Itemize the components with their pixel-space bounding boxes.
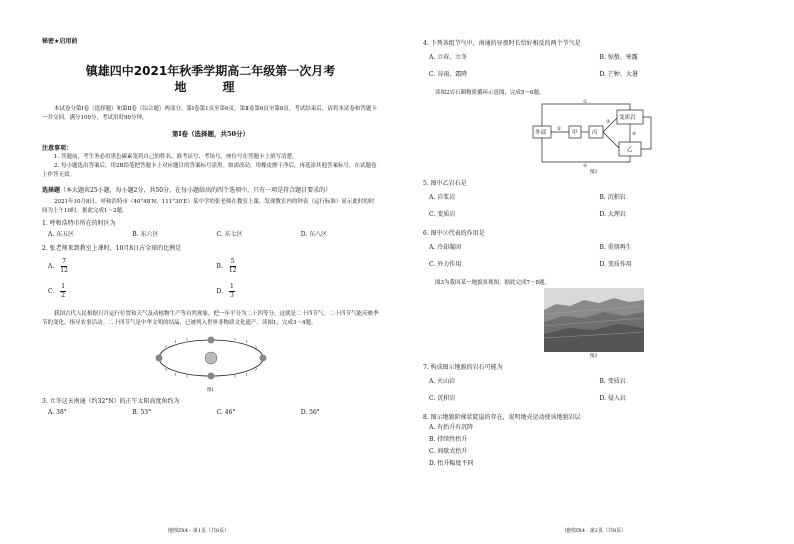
option-d: D. 东八区 bbox=[300, 231, 328, 238]
question-4: 4. 下列各组节气中，南通的昼夜时长恰好相反的两个节气是 bbox=[423, 40, 581, 47]
figure-2-caption: 图2 bbox=[589, 170, 598, 175]
option-b: B. 持续性抬升 bbox=[429, 436, 468, 443]
fraction: $\frac{1}{3}$ bbox=[230, 283, 234, 299]
question-8: 8. 图示地貌阶梯状陡崖的存在，说明地壳运动使该地貌岩层 bbox=[423, 414, 581, 421]
option-c: C. 沉积岩 bbox=[429, 395, 456, 402]
question-6: 6. 图中②代表的作用是 bbox=[423, 230, 485, 237]
question-1-options bbox=[42, 230, 379, 239]
passage-2: 我国古代人民根据日月运行位置和天气及动植物生产等自然现象，把一年平分为二十四等分，这就是二十四节气。二十四节气能反映季节的变化，指导农事活动。二十四节气是中华文明的结晶，已被列入世界非物质文化遗产。读图1，完成3～4题。 bbox=[42, 311, 379, 326]
notice-title: 注意事项： bbox=[42, 145, 73, 152]
section-label: 选择题 bbox=[42, 187, 61, 194]
question-5: 5. 图中乙岩石是 bbox=[423, 180, 467, 187]
notice-1: 1. 答题前，考生务必用黑色碳素笔将自己的姓名、准考证号、考场号、座位号在答题卡上填写清楚。 bbox=[54, 154, 298, 160]
exam-title: 镇雄四中2021年秋季学期高二年级第一次月考 bbox=[85, 64, 336, 78]
section-instruction bbox=[42, 186, 379, 195]
option-c: C. 间歇式抬升 bbox=[429, 448, 468, 455]
option-d: D. $\frac{1}{3}$ bbox=[216, 283, 234, 299]
option-c: C. 变质岩 bbox=[429, 211, 456, 218]
page-footer: 地理ZX4 · 第1页（共8页） bbox=[167, 528, 230, 534]
question-2: 2. 张老师来到教室上课时，10月8日占全球的比例是 bbox=[42, 245, 182, 252]
option-a: A. $\frac{7}{12}$ bbox=[48, 258, 68, 274]
figure-1-caption: 图1 bbox=[206, 388, 215, 393]
label-metamorphic: 变质岩 bbox=[618, 115, 636, 121]
question-8-options bbox=[423, 422, 764, 470]
option-d: D. 侵入岩 bbox=[599, 395, 626, 402]
question-3-options bbox=[42, 408, 379, 417]
option-b: B. 变质岩 bbox=[599, 378, 626, 385]
label-bing: 丙 bbox=[591, 130, 598, 136]
fraction: $\frac{7}{12}$ bbox=[60, 258, 68, 274]
option-b: B. $\frac{5}{12}$ bbox=[216, 258, 237, 274]
option-d: D. 大理岩 bbox=[599, 211, 626, 218]
figure-3-landform-photo bbox=[544, 288, 644, 352]
option-c: C. 外力作用 bbox=[429, 261, 462, 268]
earth-icon-left bbox=[155, 355, 162, 362]
option-b: B. 53° bbox=[132, 409, 152, 416]
page-footer: 地理ZX4 · 第2页（共8页） bbox=[564, 528, 627, 534]
passage-4: 图3为我国某一地貌景观图。据此完成7～8题。 bbox=[435, 280, 550, 286]
question-3: 3. 立冬这天南通（约32°N）的正午太阳高度角约为 bbox=[42, 398, 180, 405]
option-b: B. 沉积岩 bbox=[599, 194, 626, 201]
option-c: C. 谷雨、霜降 bbox=[429, 71, 468, 78]
passage-1: 2021年10月8日，呼和浩特市（40°48′N，111°30′E）某中学的张老师在教室上课，发现教室内的钟表（运行标准）显示此时的时间为上午10时。据此完成1～2题。 bbox=[42, 199, 375, 214]
option-c: C. $\frac{1}{2}$ bbox=[48, 283, 66, 299]
label-5: ⑤ bbox=[582, 164, 587, 168]
notice-2: 2. 每小题选出答案后，用2B铅笔把答题卡上对应题目的答案标号涂黑。如需改动，用橡皮擦干净后，再选涂其他答案标号。在试题卷上作答无效。 bbox=[42, 163, 377, 178]
question-7-options bbox=[423, 374, 764, 408]
exam-intro: 本试卷分第Ⅰ卷（选择题）和第Ⅱ卷（综合题）两部分。第Ⅰ卷第1页至第6页，第Ⅱ卷第6页至第8页。考试结束后，请将本试卷和答题卡一并交回。满分100分，考试用时90分钟。 bbox=[42, 106, 377, 121]
right-page bbox=[397, 0, 794, 544]
option-b: B. 惊蛰、寒露 bbox=[599, 54, 638, 61]
option-c: C. 东七区 bbox=[216, 231, 243, 238]
option-a: A. 火山岩 bbox=[429, 378, 456, 385]
label-3: ③ bbox=[605, 120, 610, 125]
option-b: B. 重熔再生 bbox=[599, 244, 632, 251]
option-a: A. 冷却凝固 bbox=[429, 244, 462, 251]
option-a: A. 有抬升有沉降 bbox=[429, 424, 474, 431]
option-d: D. 56° bbox=[300, 409, 320, 416]
fraction: $\frac{5}{12}$ bbox=[228, 258, 237, 274]
figure-3-caption: 图3 bbox=[589, 354, 598, 359]
option-a: A. 东五区 bbox=[48, 231, 75, 238]
option-d: D. 抬升幅度不同 bbox=[429, 460, 474, 467]
earth-icon-right bbox=[259, 355, 266, 362]
option-c: C. 46° bbox=[216, 409, 236, 416]
label-yi: 乙 bbox=[626, 147, 633, 153]
exam-subject: 地 理 bbox=[174, 80, 247, 94]
label-outer: 外部 bbox=[534, 130, 546, 136]
label-1: ① bbox=[582, 100, 587, 105]
option-d: D. 芒种、大暑 bbox=[599, 71, 638, 78]
option-d: D. 变质作用 bbox=[599, 261, 632, 268]
figure-2-rock-cycle-diagram bbox=[529, 98, 659, 168]
option-b: B. 东六区 bbox=[132, 231, 159, 238]
question-7: 7. 构成图示地貌的岩石可能为 bbox=[423, 364, 503, 371]
label-2: ② bbox=[556, 127, 561, 132]
figure-1-orbit-diagram bbox=[151, 328, 271, 386]
secret-label: 秘密★启用前 bbox=[42, 38, 78, 45]
option-a: A. 立春、立冬 bbox=[429, 54, 468, 61]
question-2-options bbox=[42, 255, 379, 305]
section-text: （本大题共25小题，每小题2分，共50分。在每小题给出的四个选项中，只有一项是符合题目要求的） bbox=[60, 187, 332, 194]
fraction: $\frac{1}{2}$ bbox=[61, 283, 66, 299]
option-a: A. 38° bbox=[48, 409, 67, 416]
sun-icon bbox=[205, 352, 217, 364]
question-4-options bbox=[423, 50, 764, 84]
question-6-options bbox=[423, 240, 764, 274]
label-4: ④ bbox=[631, 132, 636, 137]
earth-icon-top bbox=[207, 337, 214, 344]
passage-3: 读图2岩石圈物质循环示意图，完成5～6题。 bbox=[435, 90, 545, 96]
option-a: A. 岩浆岩 bbox=[429, 194, 456, 201]
earth-icon-bottom bbox=[207, 373, 214, 380]
question-5-options bbox=[423, 190, 764, 224]
question-1: 1. 呼和浩特市所在的时区为 bbox=[42, 220, 116, 227]
part1-heading: 第Ⅰ卷（选择题，共50分） bbox=[171, 130, 250, 138]
label-jia: 甲 bbox=[571, 130, 578, 136]
